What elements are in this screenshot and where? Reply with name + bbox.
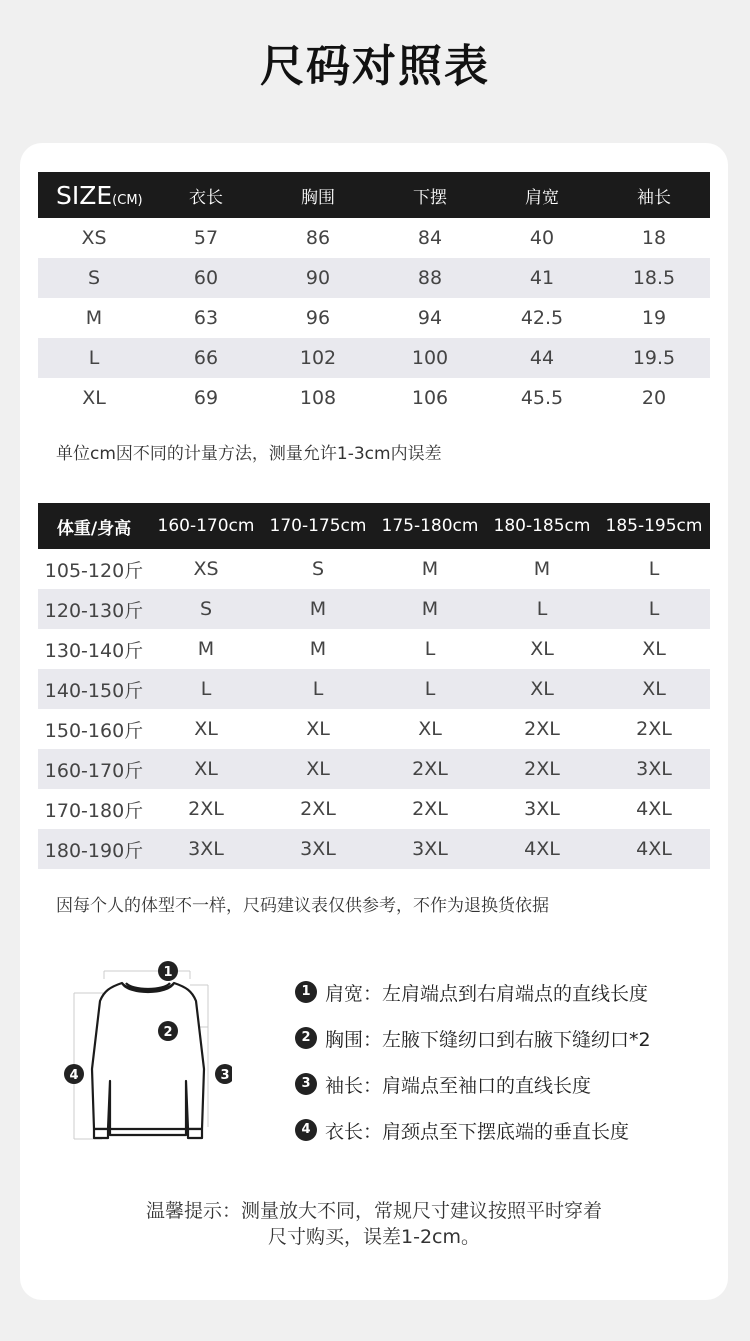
- row-label-cell: XS: [81, 227, 107, 249]
- row-label-cell: XL: [82, 387, 106, 409]
- tip-line: 尺寸购买，误差1-2cm。: [268, 1226, 480, 1248]
- table-cell: 3XL: [524, 798, 560, 820]
- table-cell: 3XL: [150, 829, 262, 869]
- table-cell: 3XL: [374, 829, 486, 869]
- table-cell: XL: [642, 638, 666, 660]
- table-row: [38, 549, 710, 589]
- table-cell: XL: [418, 718, 442, 740]
- table-cell: M: [533, 558, 551, 580]
- table-cell: 60: [150, 258, 262, 298]
- definition-shoulder: [295, 969, 651, 1015]
- table-cell: 19.5: [598, 338, 710, 378]
- table-cell: XS: [193, 558, 219, 580]
- svg-text:2: 2: [163, 1025, 173, 1040]
- table-cell: M: [197, 638, 215, 660]
- table-cell: L: [648, 558, 660, 580]
- table-cell: 69: [193, 387, 219, 409]
- table-cell: L: [262, 669, 374, 709]
- table-cell: M: [309, 638, 327, 660]
- page-title: 尺码对照表: [260, 41, 490, 92]
- table-row: [38, 378, 710, 418]
- size-measurement-table: [38, 172, 710, 418]
- svg-text:3: 3: [220, 1068, 230, 1083]
- table-cell: 4XL: [636, 798, 672, 820]
- column-header: 袖长: [598, 172, 710, 218]
- sweater-measurement-diagram: [62, 949, 232, 1159]
- tip-line: 温馨提示：测量放大不同，常规尺寸建议按照平时穿着: [145, 1200, 602, 1222]
- table-cell: 40: [529, 227, 555, 249]
- table-cell: 94: [417, 307, 443, 329]
- table-row: [38, 709, 710, 749]
- row-label-cell: 170-180斤: [44, 799, 144, 822]
- row-label-cell: L: [38, 338, 150, 378]
- table-row: [38, 629, 710, 669]
- table-cell: 57: [193, 227, 219, 249]
- table-cell: 4XL: [486, 829, 598, 869]
- column-header: 160-170cm: [150, 503, 262, 549]
- table-cell: 100: [374, 338, 486, 378]
- definition-text: 胸围：左腋下缝纫口到右腋下缝纫口*2: [325, 1028, 651, 1051]
- row-label-cell: 120-130斤: [38, 589, 150, 629]
- size-label: SIZE: [56, 180, 113, 210]
- table-cell: XL: [194, 718, 218, 740]
- row-label-cell: M: [85, 307, 103, 329]
- table-cell: 96: [305, 307, 331, 329]
- table-cell: 2XL: [636, 718, 672, 740]
- table-cell: S: [150, 589, 262, 629]
- table-cell: 102: [262, 338, 374, 378]
- table-cell: M: [374, 589, 486, 629]
- table-cell: L: [150, 669, 262, 709]
- column-header: 下摆: [374, 172, 486, 218]
- table-cell: 42.5: [520, 307, 564, 329]
- size-unit: (CM): [112, 192, 143, 208]
- table-cell: 84: [417, 227, 443, 249]
- marker-shoulder: [158, 961, 178, 981]
- table-row: [38, 258, 710, 298]
- table-cell: 63: [193, 307, 219, 329]
- table-row: [38, 218, 710, 258]
- table-cell: 90: [262, 258, 374, 298]
- row-label-cell: 105-120斤: [44, 559, 144, 582]
- definition-length: [295, 1107, 651, 1153]
- table-cell: L: [598, 589, 710, 629]
- table-cell: M: [421, 558, 439, 580]
- row-label-cell: 180-190斤: [38, 829, 150, 869]
- table-cell: 86: [305, 227, 331, 249]
- table-cell: XL: [598, 669, 710, 709]
- number-badge: 3: [295, 1073, 317, 1095]
- size-recommendation-table: [38, 503, 710, 869]
- number-badge: 2: [295, 1027, 317, 1049]
- row-label-cell: 150-160斤: [44, 719, 144, 742]
- size-chart-card: [20, 143, 728, 1300]
- definition-text: 肩宽：左肩端点到右肩端点的直线长度: [325, 982, 649, 1005]
- table-cell: 45.5: [520, 387, 564, 409]
- table-cell: 44: [486, 338, 598, 378]
- number-badge: 4: [295, 1119, 317, 1141]
- table-cell: L: [424, 638, 436, 660]
- table-row: [38, 789, 710, 829]
- table-cell: 2XL: [374, 749, 486, 789]
- table-cell: 19: [641, 307, 667, 329]
- table-cell: 4XL: [598, 829, 710, 869]
- row-label-cell: 130-140斤: [44, 639, 144, 662]
- svg-text:1: 1: [163, 965, 173, 980]
- column-header: 衣长: [150, 172, 262, 218]
- table-cell: 2XL: [412, 798, 448, 820]
- table-cell: 18: [641, 227, 667, 249]
- row-label-cell: 140-150斤: [38, 669, 150, 709]
- table-cell: 2XL: [300, 798, 336, 820]
- table-cell: L: [374, 669, 486, 709]
- marker-length: [64, 1064, 84, 1084]
- row-label-cell: 160-170斤: [38, 749, 150, 789]
- size-header: [38, 172, 150, 218]
- table-cell: XL: [306, 718, 330, 740]
- table-cell: 2XL: [524, 718, 560, 740]
- table-cell: 2XL: [188, 798, 224, 820]
- definition-sleeve: [295, 1061, 651, 1107]
- column-header: 180-185cm: [486, 503, 598, 549]
- row-label-cell: S: [38, 258, 150, 298]
- table-cell: 41: [486, 258, 598, 298]
- table-cell: 18.5: [598, 258, 710, 298]
- recommendation-note: 因每个人的体型不一样，尺码建议表仅供参考，不作为退换货依据: [56, 896, 549, 916]
- table-cell: 106: [411, 387, 449, 409]
- column-header: 175-180cm: [374, 503, 486, 549]
- table-cell: XL: [262, 749, 374, 789]
- column-header: 胸围: [262, 172, 374, 218]
- table-cell: 108: [299, 387, 337, 409]
- definition-text: 袖长：肩端点至袖口的直线长度: [325, 1074, 592, 1097]
- measurement-definitions: [295, 969, 651, 1153]
- definition-text: 衣长：肩颈点至下摆底端的垂直长度: [325, 1120, 630, 1143]
- column-header: 体重/身高: [38, 503, 150, 549]
- table-row: [38, 669, 710, 709]
- table-row: [38, 589, 710, 629]
- column-header: 170-175cm: [262, 503, 374, 549]
- table-cell: 3XL: [262, 829, 374, 869]
- table-cell: 88: [374, 258, 486, 298]
- table-row: [38, 749, 710, 789]
- column-header: 肩宽: [486, 172, 598, 218]
- table-cell: S: [311, 558, 325, 580]
- definition-chest: [295, 1015, 651, 1061]
- marker-chest: [158, 1021, 178, 1041]
- table-row: [38, 338, 710, 378]
- table-cell: M: [262, 589, 374, 629]
- warm-tip: [20, 1198, 728, 1250]
- table-cell: XL: [486, 669, 598, 709]
- table-row: [38, 298, 710, 338]
- table-cell: L: [486, 589, 598, 629]
- table-cell: 66: [150, 338, 262, 378]
- table-cell: XL: [150, 749, 262, 789]
- table-cell: XL: [530, 638, 554, 660]
- table-cell: 2XL: [486, 749, 598, 789]
- table-header-row: [38, 503, 710, 549]
- column-header: 185-195cm: [598, 503, 710, 549]
- number-badge: 1: [295, 981, 317, 1003]
- table-row: [38, 829, 710, 869]
- table-header-row: [38, 172, 710, 218]
- table-cell: 3XL: [598, 749, 710, 789]
- marker-sleeve: [215, 1064, 232, 1084]
- svg-text:4: 4: [69, 1068, 79, 1083]
- table-cell: 20: [641, 387, 667, 409]
- measurement-note: 单位cm因不同的计量方法，测量允许1-3cm内误差: [56, 444, 442, 464]
